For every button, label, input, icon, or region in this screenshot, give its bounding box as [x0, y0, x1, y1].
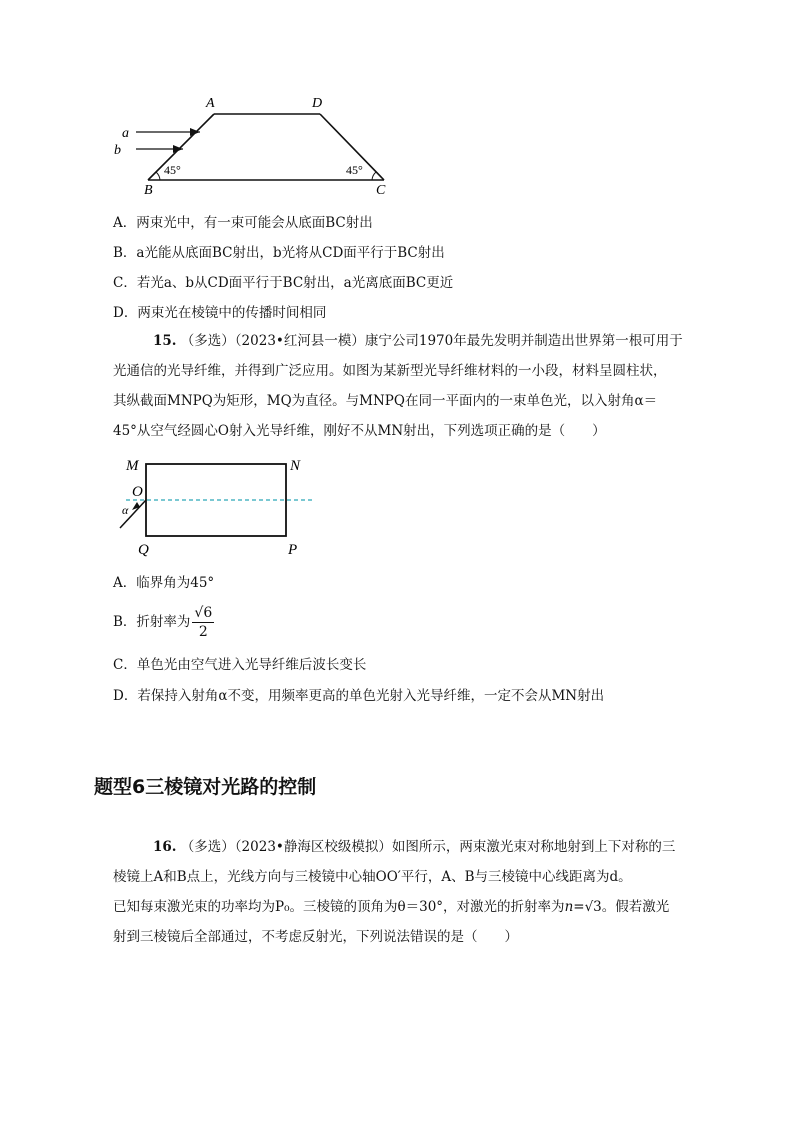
fraction-sqrt6-over-2: [192, 604, 214, 641]
label-A: A: [206, 96, 215, 111]
fiber-rectangle: [146, 464, 286, 536]
q14-option-c: C．若光a、b从CD面平行于BC射出，a光离底面BC更近: [113, 275, 454, 291]
q16-line-3: [113, 892, 713, 922]
label-C: C: [376, 183, 386, 198]
optical-fiber-figure: [112, 452, 327, 560]
angle-arc-right: [372, 172, 376, 180]
refractive-index-symbol: n: [564, 899, 574, 915]
q15-line-2: 光通信的光导纤维，并得到广泛应用。如图为某新型光导纤维材料的一小段，材料呈圆柱状，: [113, 363, 667, 379]
q14-option-b: B．a光能从底面BC射出，b光将从CD面平行于BC射出: [113, 245, 445, 261]
label-Q: Q: [138, 542, 149, 558]
q15-option-b-text: B．折射率为: [113, 614, 191, 630]
label-D: D: [312, 96, 323, 111]
angle-label-right: 45°: [346, 163, 363, 177]
q16-line-3-suffix: 。假若激光: [601, 899, 670, 915]
trapezoid-left-edge: [148, 114, 214, 180]
q15-option-a: A．临界角为45°: [113, 575, 215, 591]
q14-option-d: D．两束光在棱镜中的传播时间相同: [113, 305, 327, 321]
q16-line-1: （多选）（2023•静海区校级模拟）如图所示，两束激光束对称地射到上下对称的三: [180, 839, 676, 855]
q15-line-1: （多选）（2023•红河县一模）康宁公司1970年最先发明并制造出世界第一根可用于: [180, 333, 683, 349]
label-alpha: α: [122, 503, 129, 517]
trapezoid-prism-figure: [108, 90, 398, 200]
angle-label-left: 45°: [164, 163, 181, 177]
label-B: B: [144, 183, 153, 198]
q15-line-3: 其纵截面MNPQ为矩形，MQ为直径。与MNPQ在同一平面内的一束单色光，以入射角α＝: [113, 393, 658, 409]
q16-line-2: 棱镜上A和B点上，光线方向与三棱镜中心轴OO′平行，A、B与三棱镜中心线距离为d。: [113, 869, 632, 885]
q15-option-c: C．单色光由空气进入光导纤维后波长变长: [113, 657, 367, 673]
label-M: M: [126, 458, 139, 474]
angle-arc-left: [156, 172, 160, 180]
refractive-index-value: =√3: [573, 899, 602, 915]
q15-option-b: [113, 602, 214, 642]
label-P: P: [288, 542, 298, 558]
q14-option-a: A．两束光中，有一束可能会从底面BC射出: [113, 215, 373, 231]
label-O: O: [132, 484, 143, 500]
q15-number: 15.: [153, 333, 177, 349]
fraction-denominator: 2: [198, 624, 208, 640]
label-b: b: [114, 143, 121, 158]
q15-line-4: 45°从空气经圆心O射入光导纤维，刚好不从MN射出，下列选项正确的是（ ）: [113, 423, 606, 439]
q16-line-4: 射到三棱镜后全部通过，不考虑反射光，下列说法错误的是（ ）: [113, 929, 518, 945]
q16-line-3-text: 已知每束激光束的功率均为P₀。三棱镜的顶角为θ＝30°，对激光的折射率为: [113, 899, 565, 915]
q16-stem: [113, 832, 713, 952]
label-N: N: [290, 458, 301, 474]
section-heading: 题型6三棱镜对光路的控制: [94, 776, 317, 798]
q15-stem: [113, 326, 713, 446]
q15-option-d: D．若保持入射角α不变，用频率更高的单色光射入光导纤维，一定不会从MN射出: [113, 688, 605, 704]
q16-number: 16.: [153, 839, 177, 855]
label-a: a: [122, 126, 129, 141]
fraction-numerator: √6: [194, 605, 213, 621]
